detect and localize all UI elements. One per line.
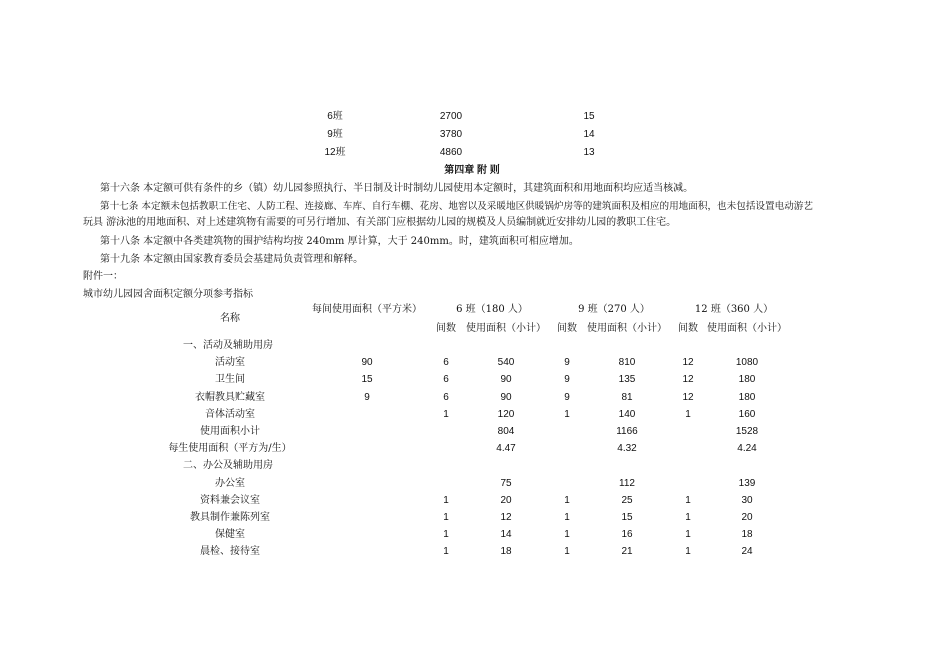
top-row-3-per: 13 [583, 147, 595, 158]
chapter-title: 第四章 附 则 [444, 165, 500, 176]
article-18: 第十八条 本定额中各类建筑物的围护结构均按 240mm 厚计算，大于 240mm。时，建筑面积可相应增加。 [100, 236, 579, 247]
cell-a12: 180 [738, 392, 756, 403]
cell-a9: 81 [621, 392, 633, 403]
cell-c6: 1 [443, 546, 449, 557]
cell-a12: 180 [738, 374, 756, 385]
cell-c9: 1 [564, 529, 570, 540]
article-19: 第十九条 本定额由国家教育委员会基建局负责管理和解释。 [100, 254, 364, 265]
top-row-1-area: 2700 [439, 111, 463, 122]
cell-a9: 4.32 [617, 443, 637, 454]
cell-c6: 6 [443, 374, 449, 385]
cell-a6: 20 [500, 495, 512, 506]
cell-c12: 1 [685, 409, 691, 420]
row-name: 资料兼会议室 [200, 495, 260, 506]
cell-c9: 1 [564, 512, 570, 523]
row-name: 衣帽教具贮藏室 [195, 392, 265, 403]
cell-c6: 1 [443, 409, 449, 420]
cell-unit: 9 [364, 392, 370, 403]
header-name: 名称 [220, 313, 240, 324]
section-label: 一、活动及辅助用房 [183, 340, 273, 351]
header-count-9: 间数 [557, 323, 577, 334]
header-unit-area: 每间使用面积（平方米） [312, 304, 422, 315]
top-row-3-area: 4860 [439, 147, 463, 158]
cell-a9: 112 [619, 478, 635, 489]
cell-a12: 18 [741, 529, 753, 540]
cell-a12: 24 [741, 546, 753, 557]
cell-c12: 1 [685, 529, 691, 540]
row-name: 活动室 [215, 357, 245, 368]
cell-c12: 1 [685, 495, 691, 506]
cell-a6: 90 [500, 392, 512, 403]
cell-c12: 1 [685, 512, 691, 523]
header-count-12: 间数 [678, 323, 698, 334]
cell-a12: 4.24 [737, 443, 757, 454]
cell-a9: 25 [621, 495, 633, 506]
cell-c9: 1 [564, 495, 570, 506]
cell-a12: 139 [738, 478, 756, 489]
section-label: 二、办公及辅助用房 [183, 460, 273, 471]
header-subtotal-12: 使用面积（小计） [707, 323, 787, 334]
header-group-6: 6 班（180 人） [456, 304, 528, 315]
cell-c9: 9 [564, 374, 570, 385]
header-subtotal-9: 使用面积（小计） [587, 323, 667, 334]
cell-c6: 6 [443, 357, 449, 368]
header-group-12: 12 班（360 人） [694, 304, 774, 315]
cell-a12: 160 [738, 409, 756, 420]
header-count-6: 间数 [436, 323, 456, 334]
cell-a12: 1080 [735, 357, 759, 368]
attachment-label: 附件一： [83, 271, 123, 282]
cell-c12: 12 [682, 374, 694, 385]
article-17-line-2: 玩具 游泳池的用地面积、对上述建筑物有需要的可另行增加、有关部门应根据幼儿园的规模及人员编制就近安排幼儿园的教职工住宅。 [83, 217, 677, 228]
row-name: 晨检、接待室 [200, 546, 260, 557]
row-name: 每生使用面积（平方为/生） [168, 443, 292, 454]
cell-a6: 75 [500, 478, 512, 489]
cell-c6: 6 [443, 392, 449, 403]
top-row-3-class: 12班 [324, 147, 346, 158]
article-17-line-1: 第十七条 本定额未包括教职工住宅、人防工程、连接廊、车库、自行车棚、花房、地窖以及采暖地区供暖锅炉房等的建筑面积及相应的用地面积，也未包括设置电动游艺 [100, 201, 813, 212]
cell-a6: 804 [497, 426, 515, 437]
header-group-9: 9 班（270 人） [578, 304, 650, 315]
cell-c6: 1 [443, 512, 449, 523]
cell-unit: 90 [361, 357, 373, 368]
cell-a12: 30 [741, 495, 753, 506]
top-row-2-per: 14 [583, 129, 595, 140]
top-row-1-class: 6班 [327, 111, 343, 122]
cell-a6: 90 [500, 374, 512, 385]
cell-a6: 120 [497, 409, 515, 420]
cell-a9: 140 [618, 409, 636, 420]
cell-a9: 21 [621, 546, 633, 557]
row-name: 卫生间 [215, 374, 245, 385]
table-title: 城市幼儿园园舍面积定额分项参考指标 [83, 289, 253, 300]
row-name: 办公室 [215, 478, 245, 489]
cell-unit: 15 [361, 374, 373, 385]
cell-a9: 135 [618, 374, 636, 385]
cell-c12: 12 [682, 357, 694, 368]
row-name: 保健室 [215, 529, 245, 540]
cell-c9: 1 [564, 546, 570, 557]
cell-a6: 540 [497, 357, 515, 368]
row-name: 使用面积小计 [200, 426, 260, 437]
top-row-1-per: 15 [583, 111, 595, 122]
cell-a9: 15 [621, 512, 633, 523]
header-subtotal-6: 使用面积（小计） [466, 323, 546, 334]
cell-a12: 20 [741, 512, 753, 523]
top-row-2-class: 9班 [327, 129, 343, 140]
cell-c9: 1 [564, 409, 570, 420]
cell-c12: 1 [685, 546, 691, 557]
top-row-2-area: 3780 [439, 129, 463, 140]
cell-c6: 1 [443, 529, 449, 540]
cell-a6: 14 [500, 529, 512, 540]
article-16: 第十六条 本定额可供有条件的乡（镇）幼儿园参照执行、半日制及计时制幼儿园使用本定额时，其建筑面积和用地面积均应适当核减。 [100, 183, 694, 194]
cell-a12: 1528 [735, 426, 759, 437]
cell-c9: 9 [564, 392, 570, 403]
cell-a6: 12 [500, 512, 512, 523]
cell-a6: 18 [500, 546, 512, 557]
cell-a6: 4.47 [496, 443, 516, 454]
cell-a9: 16 [621, 529, 633, 540]
row-name: 音体活动室 [205, 409, 255, 420]
cell-a9: 1166 [616, 426, 638, 437]
cell-a9: 810 [618, 357, 636, 368]
row-name: 教具制作兼陈列室 [190, 512, 270, 523]
cell-c9: 9 [564, 357, 570, 368]
cell-c12: 12 [682, 392, 694, 403]
cell-c6: 1 [443, 495, 449, 506]
